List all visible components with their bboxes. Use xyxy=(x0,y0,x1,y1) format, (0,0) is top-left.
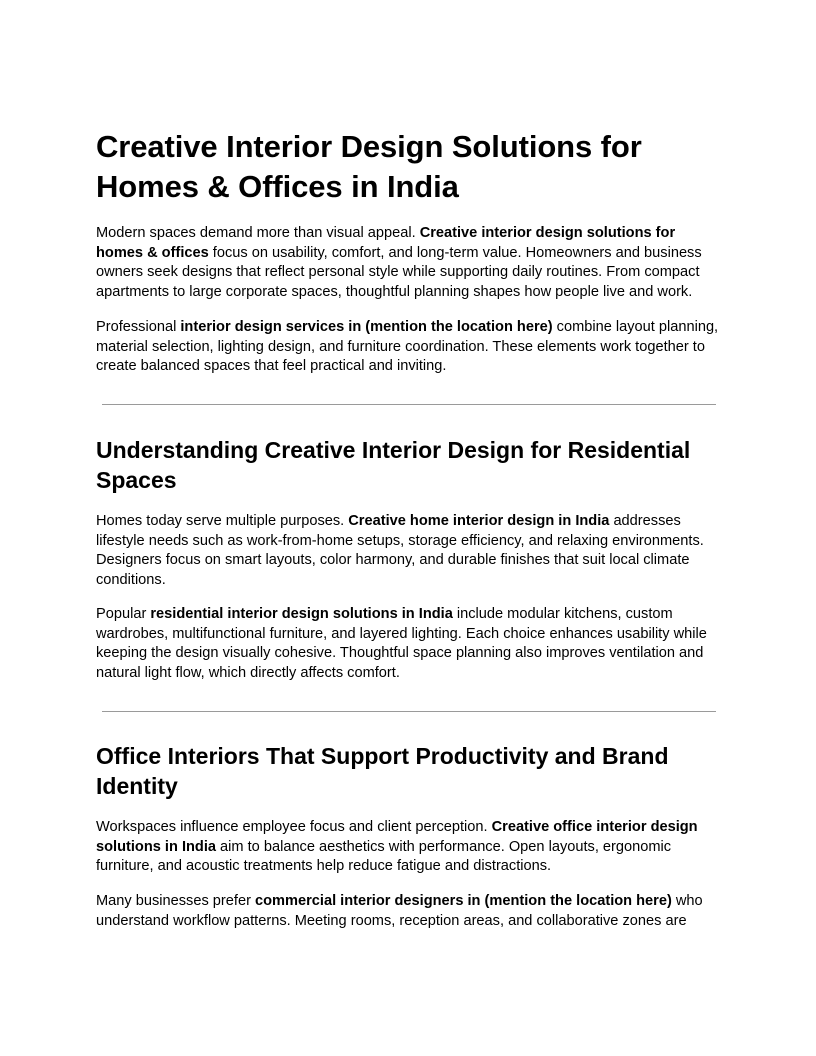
residential-paragraph-1-text-b: addresses lifestyle needs such as work-from-home setups, storage efficiency, and relaxing environments. Designers focus on smart layouts, color harmony, and durable finishes that suit local climate conditions. xyxy=(96,513,704,588)
intro-paragraph-2-bold: interior design services in (mention the location here) xyxy=(180,319,553,335)
office-paragraph-2 xyxy=(96,892,720,931)
page-title: Creative Interior Design Solutions for Homes & Offices in India xyxy=(96,129,642,204)
office-paragraph-1-text-a: Workspaces influence employee focus and client perception. xyxy=(96,819,492,835)
residential-paragraph-1 xyxy=(96,512,720,590)
residential-paragraph-2-text-b: include modular kitchens, custom wardrobes, multifunctional furniture, and layered lighting. Each choice enhances usability while keeping the design visually cohesive. Thoughtful space planning also improves ventilation and natural light flow, which directly affects comfort. xyxy=(96,606,707,681)
section-divider-2 xyxy=(102,711,716,712)
intro-paragraph-2-text-a: Professional xyxy=(96,319,181,335)
section-heading-residential: Understanding Creative Interior Design for Residential Spaces xyxy=(96,437,691,493)
section-divider-1 xyxy=(102,404,716,405)
intro-paragraph-1-text-b: focus on usability, comfort, and long-term value. Homeowners and business owners seek designs that reflect personal style while supporting daily routines. From compact apartments to large corporate spaces, thoughtful planning shapes how people live and work. xyxy=(96,244,702,300)
office-paragraph-1-text-b: aim to balance aesthetics with performance. Open layouts, ergonomic furniture, and acoustic treatments help reduce fatigue and distractions. xyxy=(96,838,672,874)
intro-paragraph-1-bold: Creative interior design solutions for homes & offices xyxy=(96,225,676,261)
office-paragraph-2-text-a: Many businesses prefer xyxy=(96,893,255,909)
office-paragraph-2-bold: commercial interior designers in (mention the location here) xyxy=(255,893,672,909)
intro-paragraph-1-text-a: Modern spaces demand more than visual appeal. xyxy=(96,225,420,241)
office-paragraph-1 xyxy=(96,818,720,877)
residential-paragraph-2-text-a: Popular xyxy=(96,606,151,622)
residential-paragraph-1-bold: Creative home interior design in India xyxy=(348,513,610,529)
intro-paragraph-2-text-b: combine layout planning, material selection, lighting design, and furniture coordination. These elements work together to create balanced spaces that feel practical and inviting. xyxy=(96,319,719,374)
section-heading-office: Office Interiors That Support Productivity and Brand Identity xyxy=(96,743,669,799)
residential-paragraph-2-bold: residential interior design solutions in India xyxy=(150,606,453,622)
intro-paragraph-2 xyxy=(96,318,720,377)
office-paragraph-2-text-b: who understand workflow patterns. Meeting rooms, reception areas, and collaborative zones are xyxy=(96,893,703,929)
residential-paragraph-2 xyxy=(96,605,720,683)
residential-paragraph-1-text-a: Homes today serve multiple purposes. xyxy=(96,513,349,529)
intro-paragraph-1 xyxy=(96,224,720,302)
office-paragraph-1-bold: Creative office interior design solutions in India xyxy=(96,819,698,855)
